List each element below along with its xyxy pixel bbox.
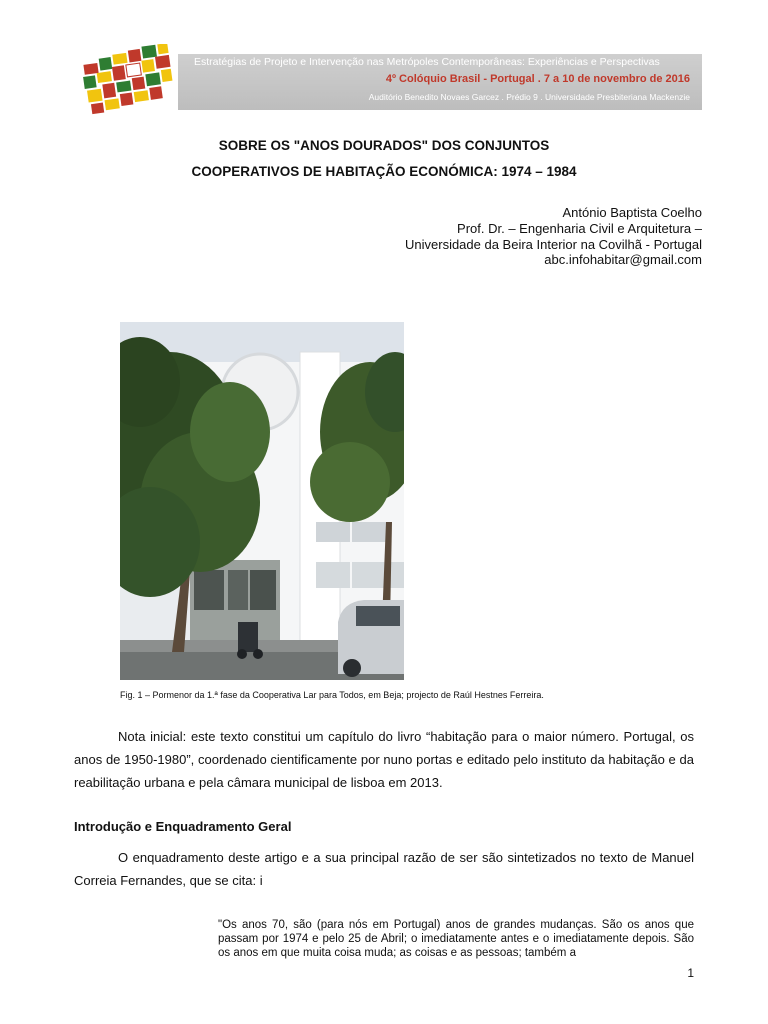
section-heading: Introdução e Enquadramento Geral: [74, 819, 292, 834]
paper-title-line1: SOBRE OS "ANOS DOURADOS" DOS CONJUNTOS: [218, 138, 550, 153]
paper-title-line2: COOPERATIVOS DE HABITAÇÃO ECONÓMICA: 1974 – 1984: [191, 164, 577, 179]
page-number: 1: [687, 966, 694, 980]
building-photo: [120, 322, 404, 680]
banner-event-title: Estratégias de Projeto e Intervenção nas Metrópoles Contemporâneas: Experiências e Perspectivas: [194, 56, 660, 68]
author-role: Prof. Dr. – Engenharia Civil e Arquitetura –: [457, 221, 702, 236]
block-quote: "Os anos 70, são (para nós em Portugal) anos de grandes mudanças. São os anos que passam por 1974 e pelo 25 de Abril; o imediatamente antes e o imediatamente depois. São os anos em que muita coisa muda; as coisas e as pessoas; também a: [218, 919, 694, 959]
author-name: António Baptista Coelho: [562, 205, 702, 220]
banner-event-venue: Auditório Benedito Novaes Garcez . Prédio 9 . Universidade Presbiteriana Mackenzie: [368, 92, 690, 102]
author-email: abc.infohabitar@gmail.com: [544, 252, 702, 267]
conference-logo: [78, 44, 190, 116]
banner-event-dates: 4º Colóquio Brasil - Portugal . 7 a 10 de novembro de 2016: [385, 73, 690, 85]
initial-note-text: Nota inicial: este texto constitui um capítulo do livro “habitação para o maior número. Portugal, os anos de 1950-1980”, coordenado cientificamente por nuno portas e editado pelo instituto da habitação e da reabilitação urbana e pela câmara municipal de lisboa em 2013.: [74, 729, 694, 790]
intro-paragraph: [74, 846, 694, 892]
figure-caption: Fig. 1 – Pormenor da 1.ª fase da Cooperativa Lar para Todos, em Beja; projecto de Raúl Hestnes Ferreira.: [120, 690, 544, 700]
conference-banner: [78, 44, 702, 116]
initial-note-paragraph: [74, 725, 694, 794]
author-affiliation: Universidade da Beira Interior na Covilhã - Portugal: [405, 237, 702, 252]
intro-text: O enquadramento deste artigo e a sua principal razão de ser são sintetizados no texto de Manuel Correia Fernandes, que se cita: i: [74, 850, 694, 888]
